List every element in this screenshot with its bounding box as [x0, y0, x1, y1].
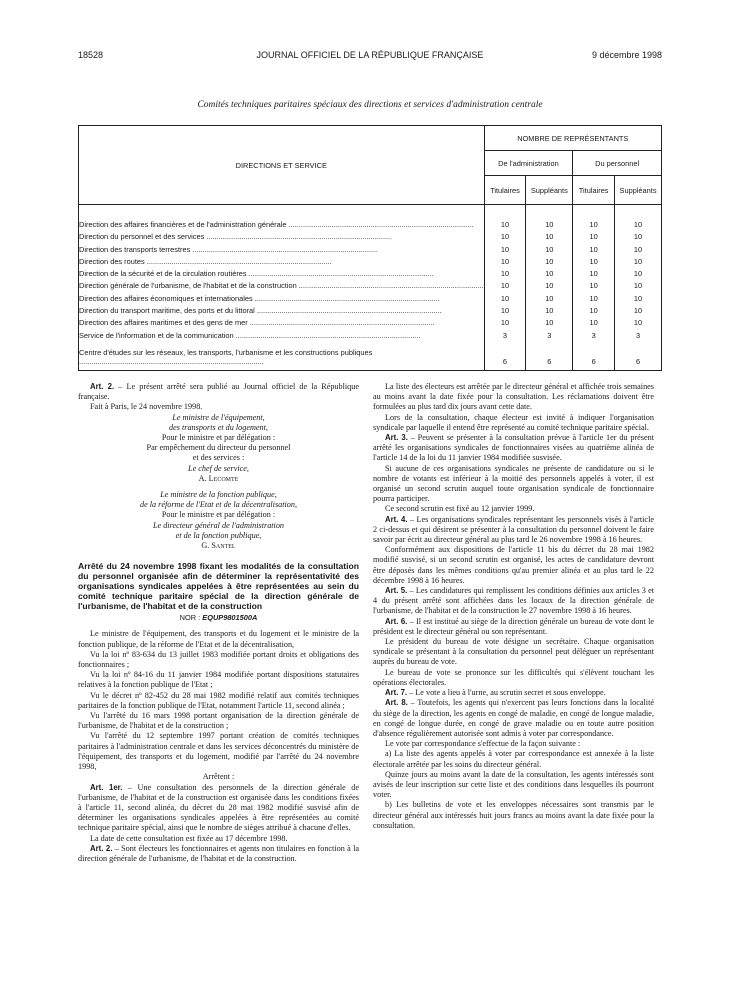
article-8-p3: Quinze jours au moins avant la date de la consultation, les agents intéressés sont avisés de leur inscription sur cette liste et des conditions dans lesquelles ils pourront voter. — [373, 769, 654, 800]
representative-count: 10 — [484, 244, 526, 256]
representative-count: 10 — [615, 244, 662, 256]
direction-name: Direction de la sécurité et de la circulation routières .......................................................................................... — [79, 268, 485, 280]
page-header — [78, 50, 662, 64]
representatives-table — [78, 125, 662, 371]
fait-a-paris: Fait à Paris, le 24 novembre 1998. — [90, 402, 203, 412]
representative-count: 10 — [615, 293, 662, 305]
representative-count: 10 — [573, 205, 615, 232]
decree-title: Arrêté du 24 novembre 1998 fixant les modalités de la consultation du personnel organisée afin de déterminer la représentativité des organisations syndicales appelées à être représentées au sein du comité technique paritaire spécial de la direction générale de l'urbanisme, de l'habitat et de la construction — [78, 561, 359, 612]
representative-count: 10 — [484, 305, 526, 317]
table-row — [79, 330, 662, 342]
table-row — [79, 205, 662, 232]
representative-count: 6 — [526, 342, 573, 371]
representative-count: 10 — [526, 317, 573, 329]
representative-count: 10 — [615, 268, 662, 280]
representative-count: 10 — [573, 256, 615, 268]
article-8-b: b) Les bulletins de vote et les enveloppes nécessaires sont transmis par le directeur général aux intéressés huit jours francs au moins avant la date fixée pour la consultation. — [373, 800, 654, 830]
header-directions: DIRECTIONS ET SERVICE — [79, 126, 485, 205]
direction-name: Direction des affaires maritimes et des gens de mer .......................................................................................... — [79, 317, 485, 329]
journal-title: JOURNAL OFFICIEL DE LA RÉPUBLIQUE FRANÇAISE — [256, 50, 484, 60]
representative-count: 10 — [484, 205, 526, 232]
header-admin-titulaires: Titulaires — [484, 176, 526, 205]
representative-count: 10 — [615, 317, 662, 329]
representative-count: 10 — [526, 231, 573, 243]
table-row — [79, 256, 662, 268]
header-nombre: NOMBRE DE REPRÉSENTANTS — [484, 126, 661, 151]
table-row — [79, 268, 662, 280]
article-1-date: La date de cette consultation est fixée au 17 décembre 1998. — [90, 833, 288, 843]
issue-date: 9 décembre 1998 — [591, 50, 662, 60]
article-6-p3: Le bureau de vote se prononce sur les difficultés qui s'élèvent touchant les opérations électorales. — [373, 667, 654, 687]
direction-name: Direction des affaires économiques et internationales .......................................................................................... — [79, 293, 485, 305]
representative-count: 6 — [484, 342, 526, 371]
representative-count: 10 — [526, 244, 573, 256]
table-row — [79, 342, 662, 371]
representative-count: 10 — [526, 256, 573, 268]
header-personnel-titulaires: Titulaires — [573, 176, 615, 205]
article-4: Art. 4. – Les organisations syndicales représentant les personnels visés à l'article 2 ci-dessus et qui désirent se présenter à la consultation du personnel doivent le faire savoir par écrit au directeur général au plus tard le 26 novembre 1998 à 16 heures. — [373, 514, 654, 545]
right-column — [373, 382, 654, 831]
representative-count: 10 — [615, 231, 662, 243]
direction-name: Direction des routes .......................................................................................... — [79, 256, 485, 268]
visa-1: Vu la loi nº 83-634 du 13 juillet 1983 modifiée portant droits et obligations des fonctionnaires ; — [78, 649, 359, 670]
representative-count: 10 — [484, 293, 526, 305]
page-number: 18528 — [78, 50, 104, 60]
article-8: Art. 8. – Toutefois, les agents qui n'exercent pas leurs fonctions dans la localité du siège de la direction, les agents en congé de maladie, en congé de longue maladie, en congé de longue durée, en congé de grave maladie ou en toute autre position d'absence régulièrement autorisée sont admis à voter par correspondance. — [373, 698, 654, 738]
representative-count: 10 — [573, 244, 615, 256]
table-row — [79, 293, 662, 305]
representative-count: 3 — [526, 330, 573, 342]
representative-count: 10 — [573, 280, 615, 292]
representative-count: 6 — [615, 342, 662, 371]
visa-5: Vu l'arrêté du 12 septembre 1997 portant création de comités techniques paritaires à l'administration centrale et dans les services déconcentrés du ministère de l'équipement, des transports et du logement, modifié par l'arrêté du 24 novembre 1998, — [78, 731, 359, 772]
signature-block-1: Le ministre de l'équipement, des transports et du logement, Pour le ministre et par délégation : Par empêchement du directeur du personnel et des services : Le chef de service, A. Lecomte — [78, 413, 359, 484]
table-caption: Comités techniques paritaires spéciaux des directions et services d'administration centrale — [197, 100, 543, 110]
representative-count: 10 — [615, 256, 662, 268]
article-3: Art. 3. – Peuvent se présenter à la consultation prévue à l'article 1er du présent arrêté les organisations syndicales de fonctionnaires visées au quatrième alinéa de l'article 14 de la loi du 11 janvier 1984 modifiée susvisée. — [373, 433, 654, 463]
representative-count: 3 — [615, 330, 662, 342]
article-5: Art. 5. – Les candidatures qui remplissent les conditions définies aux articles 3 et 4 du présent arrêté sont affichées dans les locaux de la direction générale de l'urbanisme, de l'habitat et de la construction le 27 novembre 1998 à 16 heures. — [373, 586, 654, 616]
representative-count: 10 — [615, 280, 662, 292]
direction-name: Service de l'information et de la communication .......................................................................................... — [79, 330, 485, 342]
representative-count: 3 — [573, 330, 615, 342]
direction-name: Direction des transports terrestres .......................................................................................... — [79, 244, 485, 256]
representative-count: 10 — [573, 268, 615, 280]
direction-name: Direction des affaires financières et de l'administration générale .......................................................................................... — [79, 205, 485, 232]
article-8-a: a) La liste des agents appelés à voter par correspondance est annexée à la liste électorale arrêtée par les soins du directeur général. — [373, 749, 654, 769]
representative-count: 10 — [484, 317, 526, 329]
table-row — [79, 244, 662, 256]
representative-count: 10 — [526, 305, 573, 317]
table-row — [79, 231, 662, 243]
representative-count: 10 — [484, 231, 526, 243]
direction-name: Centre d'études sur les réseaux, les transports, l'urbanisme et les constructions publiques .......................................................................................... — [79, 342, 485, 371]
representative-count: 10 — [573, 305, 615, 317]
left-column — [78, 382, 359, 864]
direction-name: Direction générale de l'urbanisme, de l'habitat et de la construction .......................................................................................... — [79, 280, 485, 292]
representative-count: 10 — [573, 231, 615, 243]
visa-2: Vu la loi nº 84-16 du 11 janvier 1984 modifiée portant dispositions statutaires relatives à la fonction publique de l'Etat ; — [78, 670, 359, 690]
article-2: Art. 2. – Sont électeurs les fonctionnaires et agents non titulaires en fonction à la direction générale de l'urbanisme, de l'habitat et de la construction. — [78, 843, 359, 863]
article-4-p2: Conformément aux dispositions de l'article 11 bis du décret du 28 mai 1982 modifié susvisé, si un second scrutin est organisé, les actes de candidature devront être déposés dans les mêmes conditions qu'au premier alinéa et au plus tard le 22 décembre 1998 à 16 heures. — [373, 545, 654, 585]
electors-choice: Lors de la consultation, chaque électeur est invité à indiquer l'organisation syndicale par laquelle il entend être représenté au comité technique paritaire spécial. — [373, 412, 654, 432]
article-6: Art. 6. – Il est institué au siège de la direction générale un bureau de vote dont le président est le directeur général ou son représentant. — [373, 616, 654, 636]
article-8-p2: Le vote par correspondance s'effectue de la façon suivante : — [385, 739, 581, 749]
header-group-personnel: Du personnel — [573, 151, 662, 176]
representative-count: 10 — [615, 205, 662, 232]
article-3-p3: Ce second scrutin est fixé au 12 janvier 1999. — [385, 504, 535, 514]
table-row — [79, 305, 662, 317]
representative-count: 3 — [484, 330, 526, 342]
signatory-name: A. Lecomte — [198, 473, 239, 483]
representative-count: 10 — [484, 256, 526, 268]
representative-count: 6 — [573, 342, 615, 371]
representative-count: 10 — [484, 268, 526, 280]
visa-4: Vu l'arrêté du 16 mars 1998 portant organisation de la direction générale de l'urbanisme, de l'habitat et de la construction ; — [78, 711, 359, 731]
nor-reference: NOR : EQUP9801500A — [179, 613, 258, 623]
representative-count: 10 — [526, 280, 573, 292]
article-2-closing: Art. 2. – Le présent arrêté sera publié au Journal officiel de la République française. — [78, 382, 359, 402]
arretent: Arrêtent : — [202, 772, 235, 782]
representative-count: 10 — [526, 293, 573, 305]
representative-count: 10 — [615, 305, 662, 317]
table-row — [79, 317, 662, 329]
preamble: Le ministre de l'équipement, des transports et du logement et le ministre de la fonction publique, de la réforme de l'Etat et de la décentralisation, — [78, 629, 359, 649]
electors-list: La liste des électeurs est arrêtée par le directeur général et affichée trois semaines au moins avant la date fixée pour la consultation. Les réclamations doivent être formulées au plus tard dix jours avant cette date. — [373, 382, 654, 412]
representative-count: 10 — [526, 268, 573, 280]
header-personnel-suppleants: Suppléants — [615, 176, 662, 205]
visa-3: Vu le décret nº 82-452 du 28 mai 1982 modifié relatif aux comités techniques paritaires de la fonction publique de l'Etat, notamment l'article 11, second alinéa ; — [78, 690, 359, 710]
article-3-p2: Si aucune de ces organisations syndicales ne présente de candidature ou si le nombre de votants est inférieur à la moitié des personnels appelés à voter, il est organisé un second scrutin auquel toute organisation syndicale de fonctionnaire pourra participer. — [373, 463, 654, 504]
representative-count: 10 — [484, 280, 526, 292]
article-1: Art. 1er. – Une consultation des personnels de la direction générale de l'urbanisme, de l'habitat et de la construction est organisée dans les conditions fixées à l'article 11, second alinéa, du décret du 28 mai 1982 modifié susvisé afin de déterminer les organisations syndicales appelées à être représentées au comité technique paritaire spécial, ainsi que le nombre de sièges attribué à chacune d'elles. — [78, 782, 359, 833]
header-admin-suppleants: Suppléants — [526, 176, 573, 205]
header-group-admin: De l'administration — [484, 151, 573, 176]
direction-name: Direction du personnel et des services .......................................................................................... — [79, 231, 485, 243]
representative-count: 10 — [573, 317, 615, 329]
article-7: Art. 7. – Le vote a lieu à l'urne, au scrutin secret et sous enveloppe. — [385, 688, 606, 698]
representative-count: 10 — [573, 293, 615, 305]
signatory-name: G. Santel — [201, 541, 236, 551]
representative-count: 10 — [526, 205, 573, 232]
table-row — [79, 280, 662, 292]
signature-block-2: Le ministre de la fonction publique, de la réforme de l'Etat et de la décentralisation, Pour le ministre et par délégation : Le directeur général de l'administration et de la fonction publique, G. Santel — [78, 490, 359, 551]
direction-name: Direction du transport maritime, des ports et du littoral .......................................................................................... — [79, 305, 485, 317]
article-6-p2: Le président du bureau de vote désigne un secrétaire. Chaque organisation syndicale se présentant à la consultation du personnel peut déléguer un représentant auprès du bureau de vote. — [373, 637, 654, 667]
